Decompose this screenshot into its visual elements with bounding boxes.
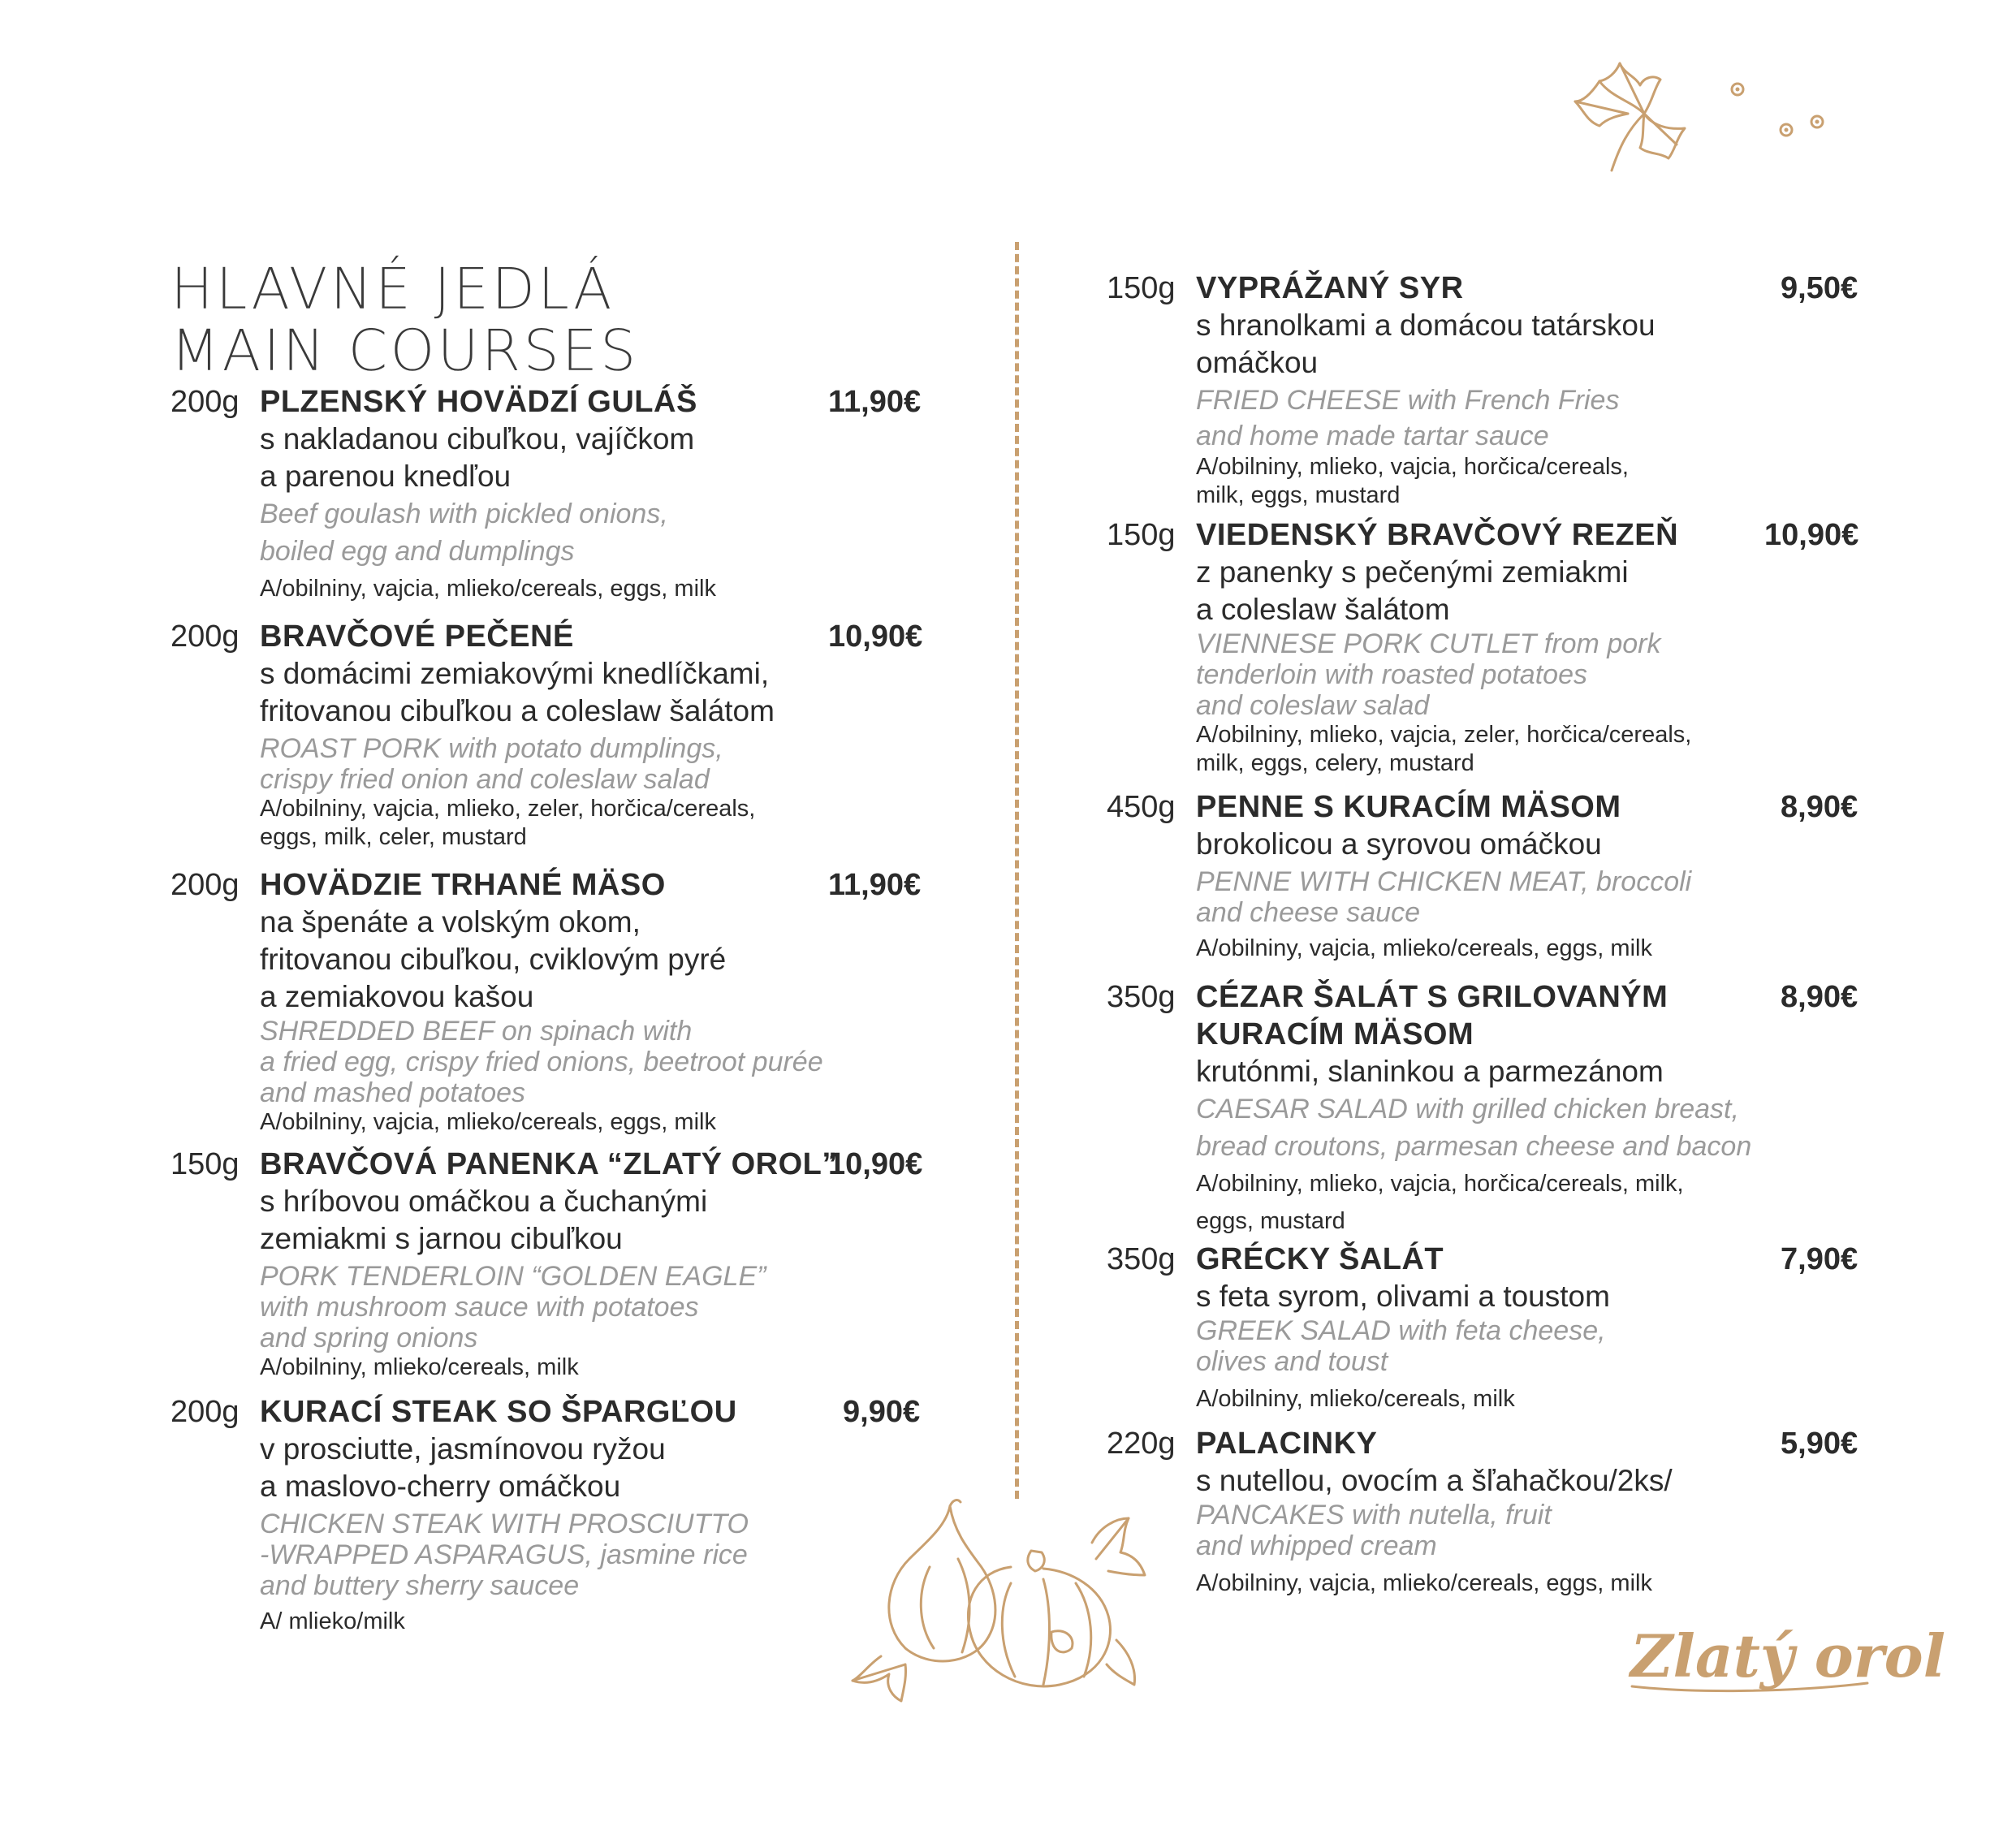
item-weight: 150g	[1107, 271, 1176, 305]
item-name-line2: KURACÍM MÄSOM	[1196, 1017, 1474, 1051]
item-english-line: CHICKEN STEAK WITH PROSCIUTTO	[260, 1509, 749, 1539]
item-weight: 450g	[1107, 790, 1176, 824]
item-price: 10,90€	[1764, 518, 1859, 552]
item-price: 7,90€	[1781, 1242, 1858, 1276]
garlic-icon	[848, 1494, 1149, 1705]
item-english-line: bread croutons, parmesan cheese and bacon	[1196, 1131, 1752, 1162]
item-desc-line: a maslovo-cherry omáčkou	[260, 1470, 621, 1503]
item-english-line: ROAST PORK with potato dumplings,	[260, 733, 723, 764]
item-price: 9,90€	[843, 1395, 921, 1429]
item-price: 8,90€	[1781, 790, 1858, 824]
item-name: BRAVČOVÉ PEČENÉ	[260, 619, 574, 654]
item-allergens: A/obilniny, vajcia, mlieko/cereals, eggs, milk	[260, 576, 716, 602]
item-allergens: A/obilniny, mlieko, vajcia, horčica/cereals, milk,	[1196, 1171, 1684, 1197]
item-english-line: boiled egg and dumplings	[260, 536, 575, 567]
item-name: KURACÍ STEAK SO ŠPARGĽOU	[260, 1395, 737, 1429]
item-name: HOVÄDZIE TRHANÉ MÄSO	[260, 868, 666, 902]
item-allergens: A/obilniny, vajcia, mlieko/cereals, eggs, milk	[1196, 935, 1652, 961]
item-price: 8,90€	[1781, 980, 1858, 1014]
item-desc-line: s feta syrom, olivami a toustom	[1196, 1280, 1610, 1313]
item-price: 5,90€	[1781, 1427, 1858, 1461]
item-weight: 200g	[171, 385, 240, 419]
item-desc-line: na špenáte a volským okom,	[260, 905, 641, 939]
item-english-line: and buttery sherry saucee	[260, 1570, 580, 1601]
item-english-line: Beef goulash with pickled onions,	[260, 499, 668, 529]
item-allergens: A/obilniny, vajcia, mlieko, zeler, horčica/cereals,	[260, 796, 756, 822]
item-desc-line: s nakladanou cibuľkou, vajíčkom	[260, 422, 695, 455]
item-weight: 150g	[1107, 518, 1176, 552]
item-weight: 200g	[171, 619, 240, 654]
item-weight: 150g	[171, 1147, 240, 1181]
item-english-line: FRIED CHEESE with French Fries	[1196, 385, 1620, 416]
item-desc-line: a zemiakovou kašou	[260, 980, 534, 1013]
item-desc-line: zemiakmi s jarnou cibuľkou	[260, 1222, 623, 1255]
item-allergens: eggs, milk, celer, mustard	[260, 824, 527, 850]
item-allergens: milk, eggs, mustard	[1196, 482, 1401, 508]
item-desc-line: krutónmi, slaninkou a parmezánom	[1196, 1055, 1664, 1088]
item-allergens: A/ mlieko/milk	[260, 1608, 405, 1634]
peppercorn-icon	[1721, 77, 1843, 150]
item-english-line: and spring onions	[260, 1323, 478, 1353]
item-english-line: PORK TENDERLOIN “GOLDEN EAGLE”	[260, 1261, 766, 1292]
item-english-line: olives and toust	[1196, 1346, 1388, 1377]
column-divider	[1015, 242, 1019, 1499]
item-price: 9,50€	[1781, 271, 1858, 305]
item-desc-line: s domácimi zemiakovými knedlíčkami,	[260, 657, 770, 690]
item-price: 10,90€	[828, 1147, 923, 1181]
item-allergens: A/obilniny, mlieko, vajcia, horčica/cereals,	[1196, 454, 1629, 480]
item-allergens: A/obilniny, mlieko, vajcia, zeler, horčica/cereals,	[1196, 722, 1692, 748]
item-desc-line: fritovanou cibuľkou a coleslaw šalátom	[260, 694, 775, 727]
item-desc-line: a coleslaw šalátom	[1196, 593, 1450, 626]
item-english-line: PENNE WITH CHICKEN MEAT, broccoli	[1196, 866, 1692, 897]
item-desc-line: s hríbovou omáčkou a čuchanými	[260, 1185, 708, 1218]
item-name: VYPRÁŽANÝ SYR	[1196, 271, 1464, 305]
item-english-line: and whipped cream	[1196, 1530, 1437, 1561]
item-allergens: A/obilniny, vajcia, mlieko/cereals, eggs, milk	[260, 1109, 716, 1135]
item-name: VIEDENSKÝ BRAVČOVÝ REZEŇ	[1196, 518, 1679, 552]
item-allergens: eggs, mustard	[1196, 1208, 1345, 1234]
logo-zlaty-orol	[1624, 1612, 1946, 1701]
item-price: 11,90€	[828, 868, 922, 902]
item-allergens: A/obilniny, vajcia, mlieko/cereals, eggs, milk	[1196, 1570, 1652, 1596]
item-english-line: and coleslaw salad	[1196, 690, 1430, 721]
item-english-line: and cheese sauce	[1196, 897, 1420, 928]
item-desc-line: v prosciutte, jasmínovou ryžou	[260, 1432, 666, 1466]
item-desc-line: z panenky s pečenými zemiakmi	[1196, 555, 1629, 589]
item-english-line: a fried egg, crispy fried onions, beetroot purée	[260, 1047, 823, 1077]
item-weight: 350g	[1107, 980, 1176, 1014]
item-english-line: CAESAR SALAD with grilled chicken breast,	[1196, 1094, 1739, 1125]
item-allergens: A/obilniny, mlieko/cereals, milk	[1196, 1386, 1515, 1412]
logo-text: Zlatý orol	[1630, 1621, 1946, 1690]
item-name: CÉZAR ŠALÁT S GRILOVANÝM	[1196, 980, 1668, 1014]
item-weight: 200g	[171, 1395, 240, 1429]
item-english-line: GREEK SALAD with feta cheese,	[1196, 1315, 1606, 1346]
item-allergens: milk, eggs, celery, mustard	[1196, 750, 1474, 776]
item-name: GRÉCKY ŠALÁT	[1196, 1242, 1444, 1276]
item-price: 11,90€	[828, 385, 922, 419]
item-weight: 200g	[171, 868, 240, 902]
item-desc-line: brokolicou a syrovou omáčkou	[1196, 827, 1602, 861]
item-english-line: VIENNESE PORK CUTLET from pork	[1196, 628, 1661, 659]
item-desc-line: s nutellou, ovocím a šľahačkou/2ks/	[1196, 1464, 1673, 1497]
item-english-line: with mushroom sauce with potatoes	[260, 1292, 699, 1323]
item-english-line: SHREDDED BEEF on spinach with	[260, 1016, 693, 1047]
item-english-line: crispy fried onion and coleslaw salad	[260, 764, 710, 795]
item-price: 10,90€	[828, 619, 923, 654]
item-name: BRAVČOVÁ PANENKA “ZLATÝ OROL”	[260, 1147, 838, 1181]
item-desc-line: fritovanou cibuľkou, cviklovým pyré	[260, 943, 727, 976]
item-english-line: PANCAKES with nutella, fruit	[1196, 1500, 1552, 1530]
item-english-line: tenderloin with roasted potatoes	[1196, 659, 1587, 690]
item-name: PENNE S KURACÍM MÄSOM	[1196, 790, 1621, 824]
title-sk: HLAVNÉ JEDLÁ	[171, 256, 615, 322]
item-english-line: -WRAPPED ASPARAGUS, jasmine rice	[260, 1539, 748, 1570]
item-name: PLZENSKÝ HOVÄDZÍ GULÁŠ	[260, 385, 697, 419]
title-en: MAIN COURSES	[171, 317, 639, 384]
item-weight: 220g	[1107, 1427, 1176, 1461]
item-allergens: A/obilniny, mlieko/cereals, milk	[260, 1354, 579, 1380]
item-desc-line: omáčkou	[1196, 346, 1319, 379]
item-desc-line: a parenou knedľou	[260, 460, 512, 493]
item-weight: 350g	[1107, 1242, 1176, 1276]
item-desc-line: s hranolkami a domácou tatárskou	[1196, 309, 1656, 342]
item-english-line: and mashed potatoes	[260, 1077, 526, 1108]
page-title	[171, 258, 638, 382]
item-english-line: and home made tartar sauce	[1196, 421, 1549, 451]
item-name: PALACINKY	[1196, 1427, 1378, 1461]
